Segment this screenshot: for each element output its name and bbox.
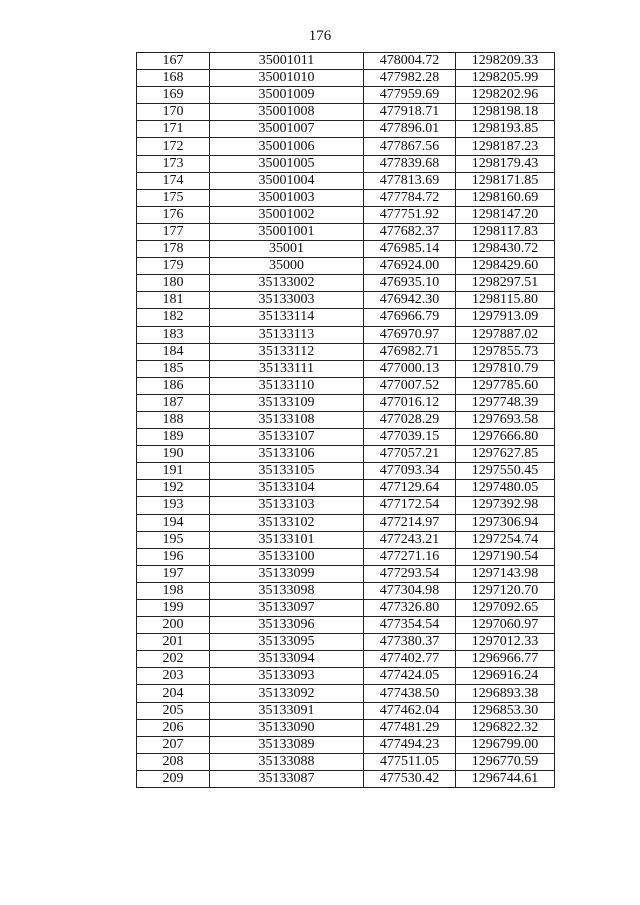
row-number-cell: 181 (137, 292, 210, 309)
x-coordinate-cell: 477896.01 (364, 121, 456, 138)
row-number-cell: 205 (137, 702, 210, 719)
row-number-cell: 206 (137, 719, 210, 736)
x-coordinate-cell: 477293.54 (364, 565, 456, 582)
point-id-cell: 35133093 (210, 668, 364, 685)
y-coordinate-cell: 1298187.23 (456, 138, 555, 155)
row-number-cell: 207 (137, 736, 210, 753)
point-id-cell: 35001001 (210, 223, 364, 240)
table-row (137, 582, 555, 599)
coordinates-table-body (137, 53, 555, 788)
row-number-cell: 197 (137, 565, 210, 582)
row-number-cell: 182 (137, 309, 210, 326)
x-coordinate-cell: 476924.00 (364, 258, 456, 275)
x-coordinate-cell: 477494.23 (364, 736, 456, 753)
table-row (137, 70, 555, 87)
x-coordinate-cell: 477682.37 (364, 223, 456, 240)
y-coordinate-cell: 1298179.43 (456, 155, 555, 172)
x-coordinate-cell: 477751.92 (364, 206, 456, 223)
table-row (137, 377, 555, 394)
point-id-cell: 35133003 (210, 292, 364, 309)
table-row (137, 121, 555, 138)
x-coordinate-cell: 477243.21 (364, 531, 456, 548)
point-id-cell: 35001004 (210, 172, 364, 189)
row-number-cell: 170 (137, 104, 210, 121)
point-id-cell: 35133089 (210, 736, 364, 753)
table-row (137, 480, 555, 497)
x-coordinate-cell: 477000.13 (364, 360, 456, 377)
row-number-cell: 187 (137, 394, 210, 411)
row-number-cell: 208 (137, 753, 210, 770)
table-row (137, 685, 555, 702)
y-coordinate-cell: 1298147.20 (456, 206, 555, 223)
row-number-cell: 168 (137, 70, 210, 87)
y-coordinate-cell: 1296744.61 (456, 770, 555, 787)
table-row (137, 770, 555, 787)
point-id-cell: 35133095 (210, 634, 364, 651)
point-id-cell: 35133110 (210, 377, 364, 394)
y-coordinate-cell: 1297627.85 (456, 446, 555, 463)
x-coordinate-cell: 477007.52 (364, 377, 456, 394)
y-coordinate-cell: 1298202.96 (456, 87, 555, 104)
x-coordinate-cell: 477380.37 (364, 634, 456, 651)
point-id-cell: 35001 (210, 241, 364, 258)
row-number-cell: 178 (137, 241, 210, 258)
y-coordinate-cell: 1296853.30 (456, 702, 555, 719)
point-id-cell: 35133090 (210, 719, 364, 736)
row-number-cell: 199 (137, 600, 210, 617)
table-row (137, 617, 555, 634)
row-number-cell: 196 (137, 548, 210, 565)
point-id-cell: 35133103 (210, 497, 364, 514)
x-coordinate-cell: 477424.05 (364, 668, 456, 685)
y-coordinate-cell: 1298429.60 (456, 258, 555, 275)
table-row (137, 172, 555, 189)
table-row (137, 138, 555, 155)
row-number-cell: 201 (137, 634, 210, 651)
point-id-cell: 35133088 (210, 753, 364, 770)
point-id-cell: 35133112 (210, 343, 364, 360)
x-coordinate-cell: 477438.50 (364, 685, 456, 702)
point-id-cell: 35133114 (210, 309, 364, 326)
row-number-cell: 190 (137, 446, 210, 463)
point-id-cell: 35133107 (210, 429, 364, 446)
point-id-cell: 35001002 (210, 206, 364, 223)
row-number-cell: 191 (137, 463, 210, 480)
y-coordinate-cell: 1297480.05 (456, 480, 555, 497)
point-id-cell: 35001005 (210, 155, 364, 172)
row-number-cell: 209 (137, 770, 210, 787)
table-row (137, 360, 555, 377)
table-row (137, 326, 555, 343)
table-row (137, 206, 555, 223)
y-coordinate-cell: 1297254.74 (456, 531, 555, 548)
y-coordinate-cell: 1297092.65 (456, 600, 555, 617)
point-id-cell: 35133108 (210, 411, 364, 428)
point-id-cell: 35133105 (210, 463, 364, 480)
y-coordinate-cell: 1297143.98 (456, 565, 555, 582)
y-coordinate-cell: 1297855.73 (456, 343, 555, 360)
x-coordinate-cell: 477402.77 (364, 651, 456, 668)
row-number-cell: 200 (137, 617, 210, 634)
x-coordinate-cell: 476935.10 (364, 275, 456, 292)
point-id-cell: 35133098 (210, 582, 364, 599)
row-number-cell: 194 (137, 514, 210, 531)
x-coordinate-cell: 477016.12 (364, 394, 456, 411)
table-row (137, 292, 555, 309)
table-row (137, 87, 555, 104)
y-coordinate-cell: 1297012.33 (456, 634, 555, 651)
x-coordinate-cell: 477039.15 (364, 429, 456, 446)
table-row (137, 565, 555, 582)
y-coordinate-cell: 1297887.02 (456, 326, 555, 343)
row-number-cell: 195 (137, 531, 210, 548)
point-id-cell: 35001009 (210, 87, 364, 104)
x-coordinate-cell: 477172.54 (364, 497, 456, 514)
point-id-cell: 35001006 (210, 138, 364, 155)
table-row (137, 548, 555, 565)
point-id-cell: 35001003 (210, 189, 364, 206)
y-coordinate-cell: 1296966.77 (456, 651, 555, 668)
table-row (137, 411, 555, 428)
row-number-cell: 185 (137, 360, 210, 377)
x-coordinate-cell: 477918.71 (364, 104, 456, 121)
row-number-cell: 174 (137, 172, 210, 189)
row-number-cell: 198 (137, 582, 210, 599)
table-row (137, 394, 555, 411)
y-coordinate-cell: 1296770.59 (456, 753, 555, 770)
table-row (137, 736, 555, 753)
y-coordinate-cell: 1297120.70 (456, 582, 555, 599)
table-row (137, 497, 555, 514)
row-number-cell: 169 (137, 87, 210, 104)
row-number-cell: 204 (137, 685, 210, 702)
y-coordinate-cell: 1298430.72 (456, 241, 555, 258)
row-number-cell: 186 (137, 377, 210, 394)
table-row (137, 634, 555, 651)
y-coordinate-cell: 1298117.83 (456, 223, 555, 240)
table-row (137, 223, 555, 240)
y-coordinate-cell: 1296822.32 (456, 719, 555, 736)
table-row (137, 719, 555, 736)
point-id-cell: 35133102 (210, 514, 364, 531)
y-coordinate-cell: 1296799.00 (456, 736, 555, 753)
x-coordinate-cell: 478004.72 (364, 53, 456, 70)
x-coordinate-cell: 477271.16 (364, 548, 456, 565)
row-number-cell: 180 (137, 275, 210, 292)
point-id-cell: 35000 (210, 258, 364, 275)
table-row (137, 343, 555, 360)
y-coordinate-cell: 1298115.80 (456, 292, 555, 309)
table-row (137, 668, 555, 685)
table-row (137, 702, 555, 719)
row-number-cell: 189 (137, 429, 210, 446)
table-row (137, 155, 555, 172)
point-id-cell: 35133100 (210, 548, 364, 565)
row-number-cell: 203 (137, 668, 210, 685)
x-coordinate-cell: 477959.69 (364, 87, 456, 104)
point-id-cell: 35133101 (210, 531, 364, 548)
point-id-cell: 35133104 (210, 480, 364, 497)
row-number-cell: 183 (137, 326, 210, 343)
y-coordinate-cell: 1298198.18 (456, 104, 555, 121)
row-number-cell: 188 (137, 411, 210, 428)
x-coordinate-cell: 477129.64 (364, 480, 456, 497)
page-number: 176 (308, 28, 332, 44)
x-coordinate-cell: 477867.56 (364, 138, 456, 155)
table-row (137, 651, 555, 668)
table-row (137, 429, 555, 446)
y-coordinate-cell: 1297306.94 (456, 514, 555, 531)
table-row (137, 753, 555, 770)
x-coordinate-cell: 477839.68 (364, 155, 456, 172)
y-coordinate-cell: 1298193.85 (456, 121, 555, 138)
y-coordinate-cell: 1297810.79 (456, 360, 555, 377)
x-coordinate-cell: 476970.97 (364, 326, 456, 343)
y-coordinate-cell: 1297748.39 (456, 394, 555, 411)
point-id-cell: 35133106 (210, 446, 364, 463)
x-coordinate-cell: 477354.54 (364, 617, 456, 634)
x-coordinate-cell: 476966.79 (364, 309, 456, 326)
row-number-cell: 167 (137, 53, 210, 70)
row-number-cell: 171 (137, 121, 210, 138)
table-row (137, 309, 555, 326)
point-id-cell: 35133111 (210, 360, 364, 377)
y-coordinate-cell: 1297666.80 (456, 429, 555, 446)
x-coordinate-cell: 477481.29 (364, 719, 456, 736)
y-coordinate-cell: 1298209.33 (456, 53, 555, 70)
y-coordinate-cell: 1297392.98 (456, 497, 555, 514)
row-number-cell: 193 (137, 497, 210, 514)
table-row (137, 463, 555, 480)
x-coordinate-cell: 476985.14 (364, 241, 456, 258)
y-coordinate-cell: 1297060.97 (456, 617, 555, 634)
point-id-cell: 35001011 (210, 53, 364, 70)
x-coordinate-cell: 477462.04 (364, 702, 456, 719)
point-id-cell: 35133096 (210, 617, 364, 634)
point-id-cell: 35133099 (210, 565, 364, 582)
table-row (137, 104, 555, 121)
row-number-cell: 184 (137, 343, 210, 360)
point-id-cell: 35133094 (210, 651, 364, 668)
table-row (137, 446, 555, 463)
x-coordinate-cell: 477214.97 (364, 514, 456, 531)
table-row (137, 531, 555, 548)
row-number-cell: 179 (137, 258, 210, 275)
point-id-cell: 35133097 (210, 600, 364, 617)
y-coordinate-cell: 1297913.09 (456, 309, 555, 326)
x-coordinate-cell: 476982.71 (364, 343, 456, 360)
y-coordinate-cell: 1297190.54 (456, 548, 555, 565)
row-number-cell: 202 (137, 651, 210, 668)
table-row (137, 53, 555, 70)
y-coordinate-cell: 1297693.58 (456, 411, 555, 428)
point-id-cell: 35133092 (210, 685, 364, 702)
table-row (137, 275, 555, 292)
row-number-cell: 175 (137, 189, 210, 206)
y-coordinate-cell: 1298297.51 (456, 275, 555, 292)
y-coordinate-cell: 1296916.24 (456, 668, 555, 685)
y-coordinate-cell: 1298171.85 (456, 172, 555, 189)
coordinates-table (136, 52, 555, 788)
point-id-cell: 35133109 (210, 394, 364, 411)
x-coordinate-cell: 477530.42 (364, 770, 456, 787)
table-row (137, 258, 555, 275)
point-id-cell: 35133113 (210, 326, 364, 343)
row-number-cell: 172 (137, 138, 210, 155)
y-coordinate-cell: 1298205.99 (456, 70, 555, 87)
point-id-cell: 35133091 (210, 702, 364, 719)
x-coordinate-cell: 477093.34 (364, 463, 456, 480)
point-id-cell: 35001007 (210, 121, 364, 138)
point-id-cell: 35133087 (210, 770, 364, 787)
y-coordinate-cell: 1298160.69 (456, 189, 555, 206)
x-coordinate-cell: 477057.21 (364, 446, 456, 463)
row-number-cell: 173 (137, 155, 210, 172)
y-coordinate-cell: 1297550.45 (456, 463, 555, 480)
point-id-cell: 35133002 (210, 275, 364, 292)
point-id-cell: 35001008 (210, 104, 364, 121)
table-row (137, 241, 555, 258)
x-coordinate-cell: 477511.05 (364, 753, 456, 770)
x-coordinate-cell: 477813.69 (364, 172, 456, 189)
y-coordinate-cell: 1296893.38 (456, 685, 555, 702)
x-coordinate-cell: 477304.98 (364, 582, 456, 599)
x-coordinate-cell: 477028.29 (364, 411, 456, 428)
row-number-cell: 192 (137, 480, 210, 497)
table-row (137, 514, 555, 531)
x-coordinate-cell: 477982.28 (364, 70, 456, 87)
table-row (137, 189, 555, 206)
row-number-cell: 176 (137, 206, 210, 223)
y-coordinate-cell: 1297785.60 (456, 377, 555, 394)
x-coordinate-cell: 476942.30 (364, 292, 456, 309)
point-id-cell: 35001010 (210, 70, 364, 87)
table-row (137, 600, 555, 617)
x-coordinate-cell: 477784.72 (364, 189, 456, 206)
x-coordinate-cell: 477326.80 (364, 600, 456, 617)
row-number-cell: 177 (137, 223, 210, 240)
